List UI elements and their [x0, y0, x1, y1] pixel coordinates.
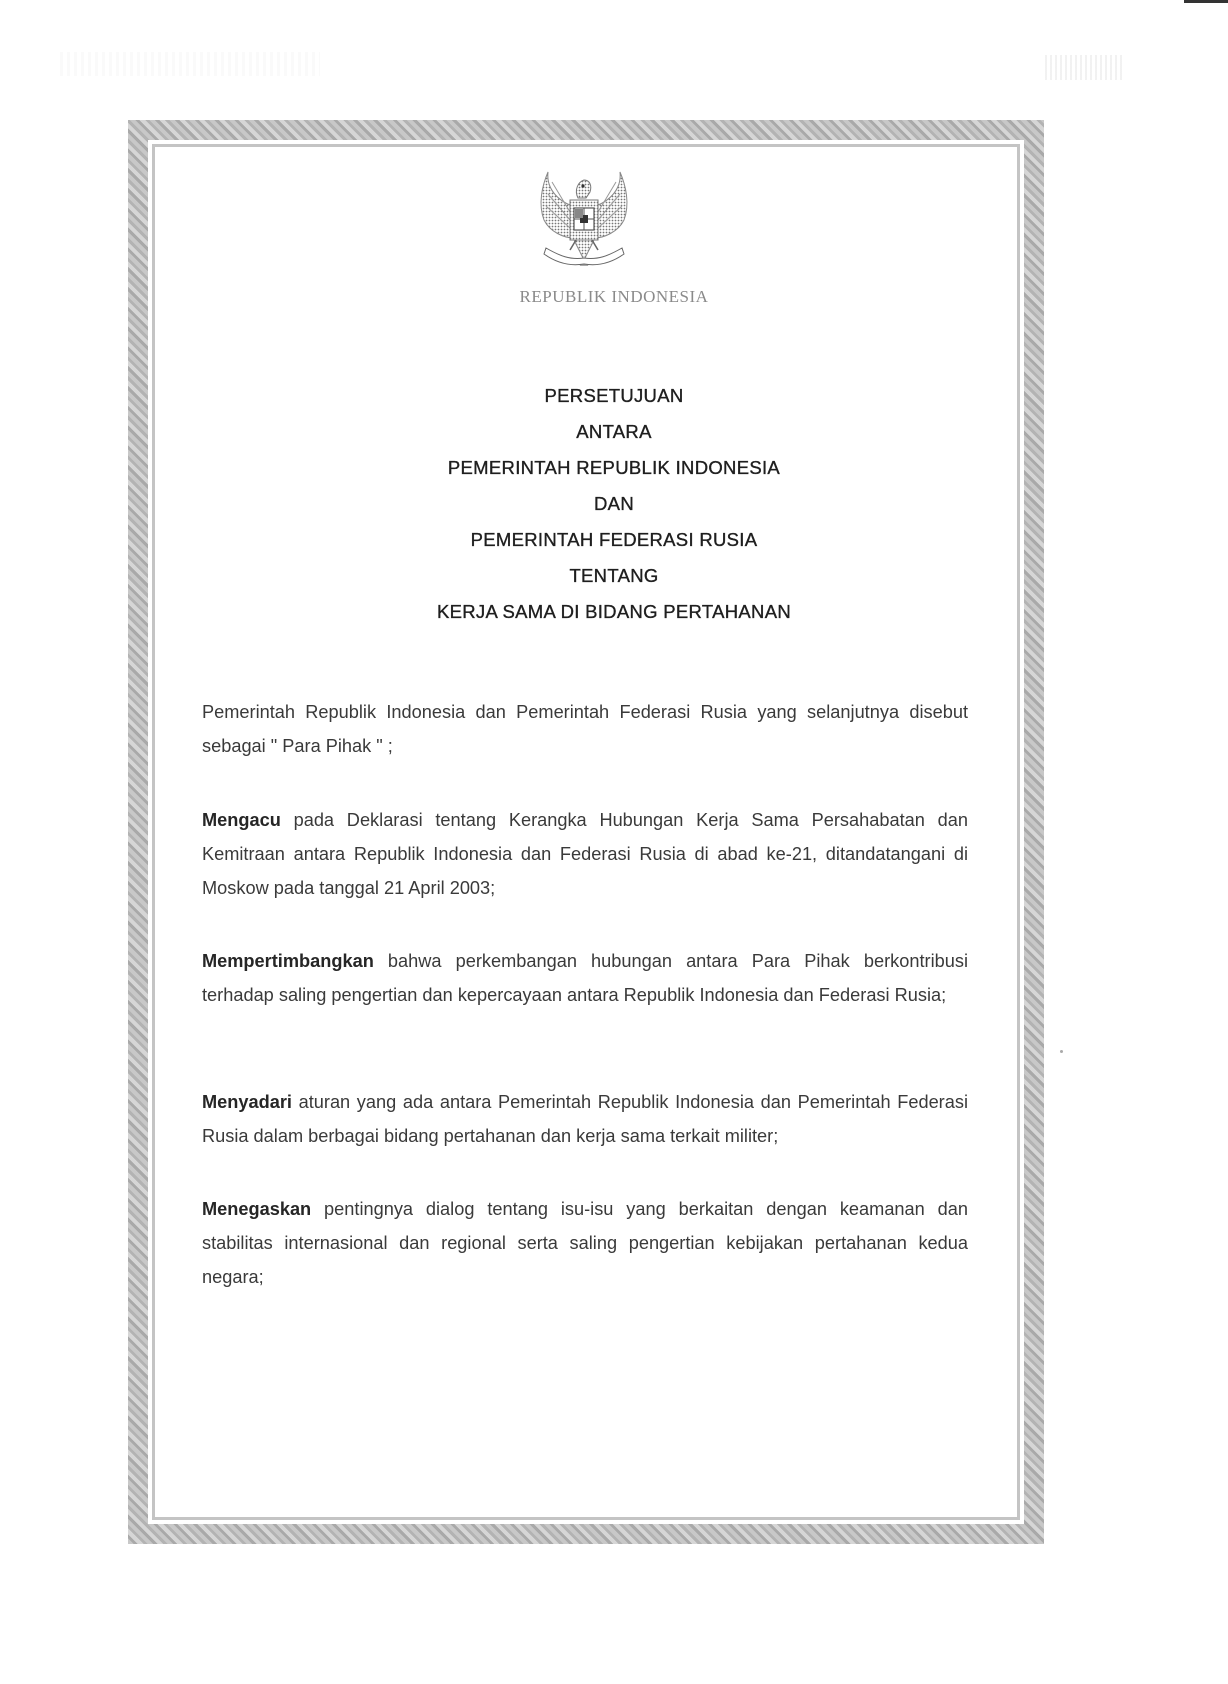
paragraph-body: Pemerintah Republik Indonesia dan Pemerintah Federasi Rusia yang selanjutnya disebut sebagai " Para Pihak " ; — [202, 702, 968, 756]
title-line: ANTARA — [576, 421, 652, 442]
paragraph-lead: Menyadari — [202, 1092, 292, 1112]
title-line: PERSETUJUAN — [544, 385, 684, 406]
paragraph-lead: Mempertimbangkan — [202, 951, 374, 971]
scan-artifact — [1060, 1050, 1063, 1053]
paragraph-text — [202, 695, 968, 763]
recital-paragraph — [202, 944, 968, 1012]
title-line: PEMERINTAH REPUBLIK INDONESIA — [447, 457, 781, 478]
paragraph-body: pentingnya dialog tentang isu-isu yang berkaitan dengan keamanan dan stabilitas internasional dan regional serta saling pengertian kebijakan pertahanan kedua negara; — [202, 1199, 968, 1287]
paragraph-body: pada Deklarasi tentang Kerangka Hubungan Kerja Sama Persahabatan dan Kemitraan antara Republik Indonesia dan Federasi Rusia di abad ke-21, ditandatangani di Moskow pada tanggal 21 April 2003; — [202, 810, 968, 898]
scan-artifact — [1184, 0, 1228, 3]
title-line: DAN — [594, 493, 634, 514]
garuda-emblem-icon — [530, 168, 638, 278]
preamble-paragraph — [202, 695, 968, 763]
title-line: KERJA SAMA DI BIDANG PERTAHANAN — [436, 601, 792, 622]
paragraph-lead: Mengacu — [202, 810, 281, 830]
paragraph-body: aturan yang ada antara Pemerintah Republik Indonesia dan Pemerintah Federasi Rusia dalam berbagai bidang pertahanan dan kerja sama terkait militer; — [202, 1092, 968, 1146]
document-title — [0, 378, 1228, 630]
title-line: PEMERINTAH FEDERASI RUSIA — [470, 529, 758, 550]
paragraph-lead: Menegaskan — [202, 1199, 312, 1219]
paragraph-text — [202, 803, 968, 905]
recital-paragraph — [202, 1085, 968, 1153]
scan-artifact — [60, 52, 320, 76]
paragraph-text — [202, 1085, 968, 1153]
paragraph-text — [202, 1192, 968, 1294]
scan-artifact — [1045, 55, 1125, 80]
paragraph-body: bahwa perkembangan hubungan antara Para Pihak berkontribusi terhadap saling pengertian dan kepercayaan antara Republik Indonesia dan Federasi Rusia; — [202, 951, 968, 1005]
title-line: TENTANG — [569, 565, 659, 586]
emblem-caption: REPUBLIK INDONESIA — [519, 287, 709, 306]
recital-paragraph — [202, 803, 968, 905]
recital-paragraph — [202, 1192, 968, 1294]
paragraph-text — [202, 944, 968, 1012]
